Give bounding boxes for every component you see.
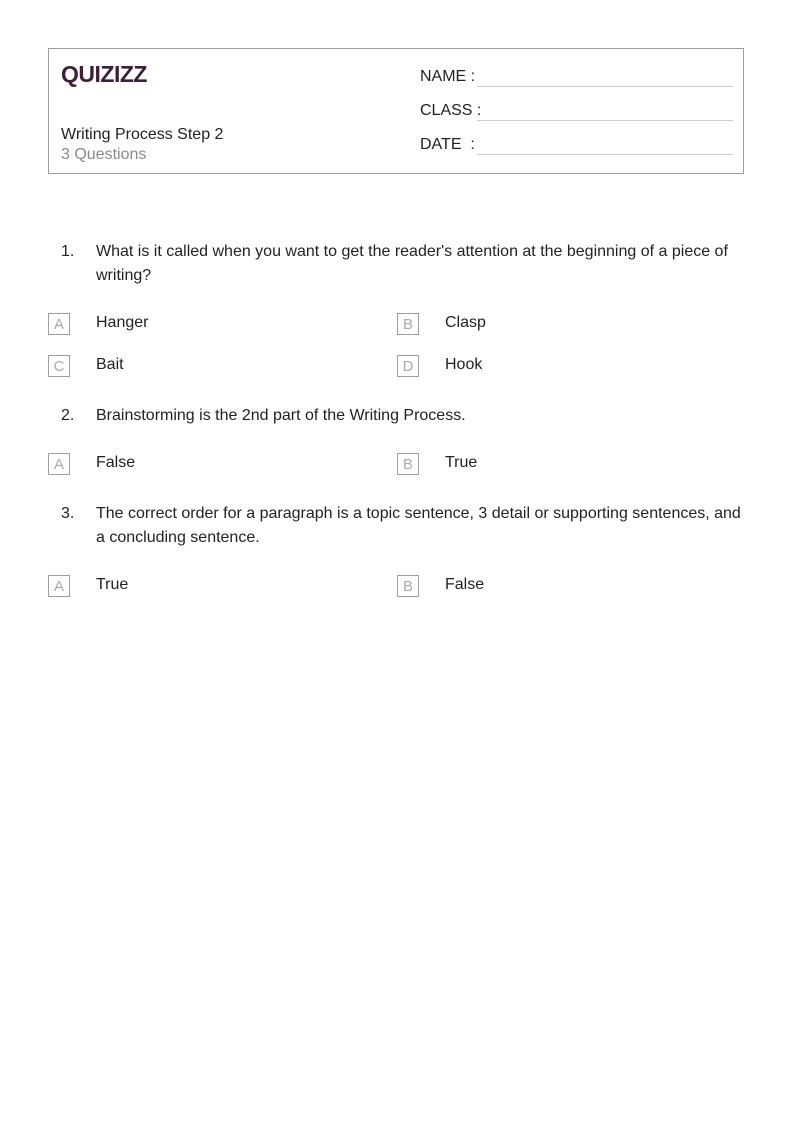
- name-label: NAME :: [420, 68, 476, 85]
- question-number: 2.: [61, 407, 75, 424]
- question-count: 3 Questions: [61, 146, 147, 163]
- option-text: Hook: [445, 356, 483, 373]
- question-number: 1.: [61, 243, 75, 260]
- quizizz-logo: [61, 61, 153, 87]
- option-text: True: [445, 454, 478, 471]
- option-letter-box[interactable]: A: [48, 575, 70, 597]
- date-label: DATE :: [420, 136, 475, 153]
- option-text: False: [445, 576, 485, 593]
- svg-text:QUIZIZZ: QUIZIZZ: [61, 61, 147, 87]
- date-line[interactable]: [477, 154, 733, 155]
- worksheet-header: [48, 48, 744, 174]
- option-letter-box[interactable]: D: [397, 355, 419, 377]
- question-number: 3.: [61, 505, 75, 522]
- option-letter-box[interactable]: C: [48, 355, 70, 377]
- option-letter-box[interactable]: B: [397, 453, 419, 475]
- option-letter-box[interactable]: A: [48, 453, 70, 475]
- option-letter-box[interactable]: B: [397, 575, 419, 597]
- option-letter-box[interactable]: B: [397, 313, 419, 335]
- name-field[interactable]: [420, 68, 475, 86]
- class-label: CLASS :: [420, 102, 482, 119]
- option-text: Clasp: [445, 314, 486, 331]
- question-text: What is it called when you want to get the reader's attention at the beginning of a piece of writing?: [96, 243, 728, 284]
- class-field[interactable]: [420, 102, 481, 120]
- worksheet-title: Writing Process Step 2: [61, 126, 224, 143]
- date-field[interactable]: [420, 136, 475, 154]
- class-line[interactable]: [477, 120, 733, 121]
- name-line[interactable]: [477, 86, 733, 87]
- option-text: True: [96, 576, 129, 593]
- option-letter-box[interactable]: A: [48, 313, 70, 335]
- option-text: Bait: [96, 356, 124, 373]
- option-text: False: [96, 454, 136, 471]
- option-text: Hanger: [96, 314, 149, 331]
- question-text: Brainstorming is the 2nd part of the Writing Process.: [96, 407, 466, 424]
- question-text: The correct order for a paragraph is a topic sentence, 3 detail or supporting sentences, and a concluding sentence.: [96, 505, 741, 546]
